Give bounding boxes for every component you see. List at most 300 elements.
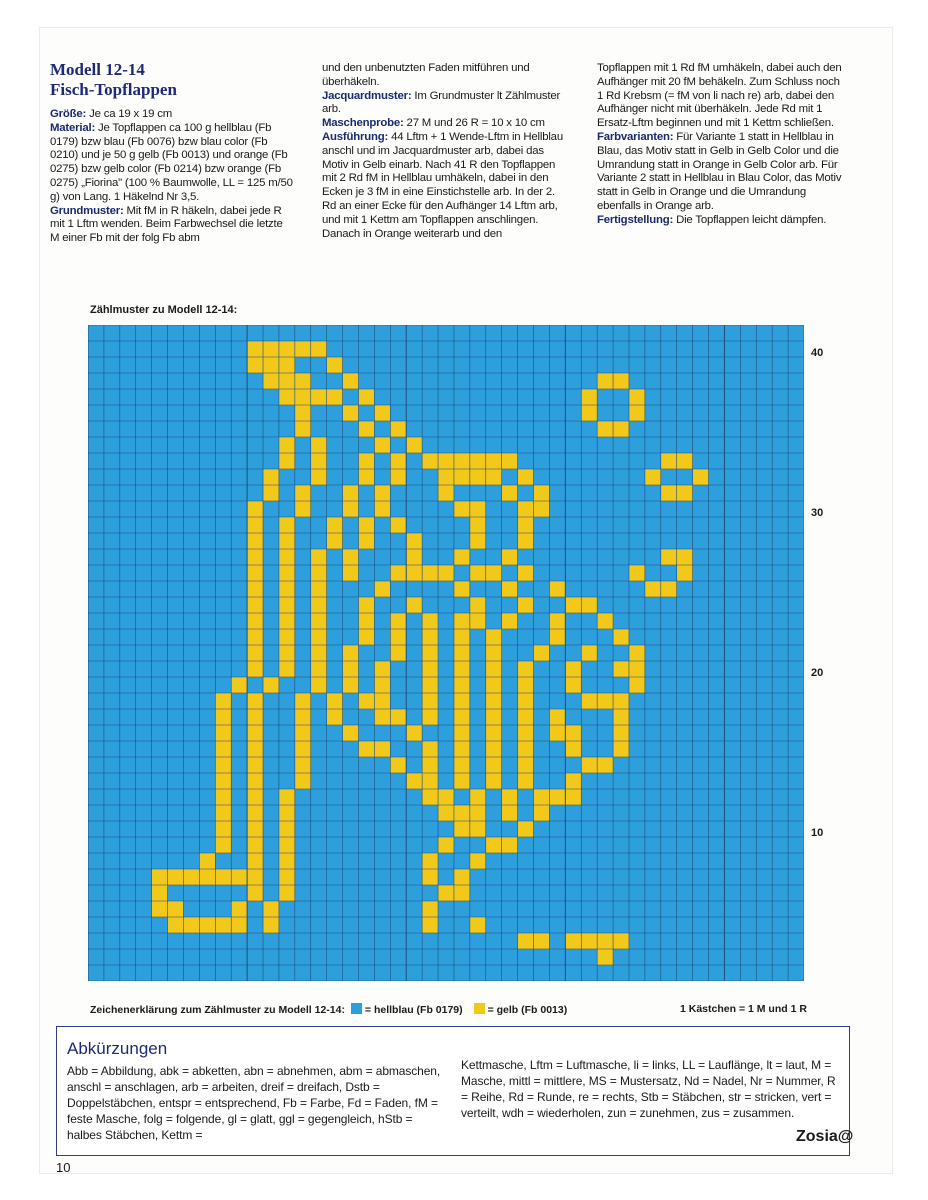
motif-cell — [534, 789, 550, 805]
paragraph-text: Für Variante 1 statt in Hellblau in Blau, das Motiv statt in Gelb in Gelb Color und die Umrandung statt in Orange in Gelb Color arb. Für Variante 2 statt in Hellblau in Blau Color, das Motiv statt in Gelb in Orange und die Umrandung ebenfalls in Orange arb. — [597, 130, 842, 212]
motif-cell — [311, 677, 327, 693]
motif-cell — [343, 373, 359, 389]
motif-cell — [518, 661, 534, 677]
motif-cell — [454, 805, 470, 821]
motif-cell — [454, 469, 470, 485]
motif-cell — [183, 869, 199, 885]
motif-cell — [454, 549, 470, 565]
motif-cell — [470, 517, 486, 533]
motif-cell — [390, 709, 406, 725]
motif-cell — [279, 565, 295, 581]
motif-cell — [279, 581, 295, 597]
motif-cell — [327, 709, 343, 725]
motif-cell — [390, 565, 406, 581]
motif-cell — [613, 693, 629, 709]
motif-cell — [390, 613, 406, 629]
motif-cell — [295, 405, 311, 421]
motif-cell — [661, 581, 677, 597]
motif-cell — [279, 437, 295, 453]
motif-cell — [247, 885, 263, 901]
paragraph-label: Maschenprobe: — [322, 117, 404, 130]
motif-cell — [486, 453, 502, 469]
motif-cell — [374, 741, 390, 757]
paragraph-text: 44 Lftm + 1 Wende-Lftm in Hellblau anschl und im Jacquardmuster arb, dabei das Motiv in Gelb einarb. Nach 41 R den Topflappen mit 2 Rd fM in Hellblau umhäkeln, dabei in den Ecken je 3 fM in eine Einstichstelle arb. In der 2. Rd an einer Ecke für den Aufhänger 14 Lftm arb, und mit 1 Kettm am Topflappen anschlingen. — [322, 130, 563, 226]
motif-cell — [629, 645, 645, 661]
motif-cell — [629, 389, 645, 405]
abbreviations-right: Kettmasche, Lftm = Luftmasche, li = links, LL = Lauflänge, lt = laut, M = Masche, mittl = mittlere, MS = Mustersatz, Nd = Nadel, Nr = Nummer, R = Reihe, Rd = Runde, re = rechts, Stb = Stäbchen, str = stricken, vert = verteilt, wdh = wiederholen, zun = zunehmen, zus = zusammen. — [461, 1058, 836, 1120]
motif-cell — [247, 517, 263, 533]
motif-cell — [486, 661, 502, 677]
motif-cell — [247, 645, 263, 661]
motif-cell — [534, 501, 550, 517]
motif-cell — [152, 869, 168, 885]
motif-cell — [263, 485, 279, 501]
paragraph-label: Grundmuster: — [50, 204, 124, 217]
motif-cell — [486, 693, 502, 709]
motif-cell — [518, 597, 534, 613]
legend-prefix: Zeichenerklärung zum Zählmuster zu Modell 12-14: — [90, 1004, 345, 1016]
motif-cell — [613, 373, 629, 389]
motif-cell — [438, 469, 454, 485]
motif-cell — [343, 501, 359, 517]
motif-cell — [247, 853, 263, 869]
motif-cell — [454, 821, 470, 837]
motif-cell — [390, 757, 406, 773]
motif-cell — [454, 629, 470, 645]
paragraph-label: Größe: — [50, 108, 87, 120]
motif-cell — [168, 901, 184, 917]
motif-cell — [518, 469, 534, 485]
motif-cell — [374, 581, 390, 597]
motif-cell — [597, 933, 613, 949]
motif-cell — [311, 437, 327, 453]
motif-cell — [215, 757, 231, 773]
motif-cell — [247, 821, 263, 837]
motif-cell — [263, 357, 279, 373]
motif-cell — [454, 693, 470, 709]
motif-cell — [327, 693, 343, 709]
motif-cell — [486, 469, 502, 485]
motif-cell — [343, 549, 359, 565]
motif-cell — [295, 773, 311, 789]
paragraph-text: Die Topflappen leicht dämpfen. — [673, 213, 827, 226]
motif-cell — [454, 453, 470, 469]
motif-cell — [311, 597, 327, 613]
motif-cell — [454, 725, 470, 741]
motif-cell — [549, 789, 565, 805]
motif-cell — [279, 517, 295, 533]
motif-cell — [518, 693, 534, 709]
motif-cell — [358, 469, 374, 485]
motif-cell — [152, 901, 168, 917]
motif-cell — [438, 837, 454, 853]
motif-cell — [629, 661, 645, 677]
motif-cell — [534, 933, 550, 949]
motif-cell — [645, 581, 661, 597]
col3-paragraph — [597, 214, 847, 228]
motif-cell — [215, 917, 231, 933]
paragraph-text: 27 M und 26 R = 10 x 10 cm — [403, 117, 545, 130]
motif-cell — [486, 741, 502, 757]
motif-cell — [311, 629, 327, 645]
motif-cell — [518, 741, 534, 757]
col3-paragraph — [597, 62, 847, 131]
motif-cell — [518, 757, 534, 773]
paragraph-text: Topflappen mit 1 Rd fM umhäkeln, dabei auch den Aufhänger mit 20 fM behäkeln. Zum Schluss noch 1 Rd Krebsm (= fM von li nach re) arb, dabei den Aufhänger nicht mit überhäkeln. Jede Rd mit 1 Ersatz-Lftm beginnen und mit 1 Kettm schließen. — [597, 62, 842, 130]
motif-cell — [454, 661, 470, 677]
motif-cell — [279, 885, 295, 901]
motif-cell — [358, 613, 374, 629]
motif-cell — [406, 597, 422, 613]
motif-cell — [661, 485, 677, 501]
motif-cell — [486, 837, 502, 853]
motif-cell — [502, 581, 518, 597]
motif-cell — [502, 453, 518, 469]
motif-cell — [215, 869, 231, 885]
counting-chart — [88, 325, 804, 981]
motif-cell — [549, 613, 565, 629]
motif-cell — [677, 485, 693, 501]
motif-cell — [613, 933, 629, 949]
motif-cell — [438, 805, 454, 821]
motif-cell — [581, 645, 597, 661]
motif-cell — [470, 805, 486, 821]
motif-cell — [390, 517, 406, 533]
motif-cell — [311, 661, 327, 677]
motif-cell — [390, 629, 406, 645]
motif-cell — [422, 709, 438, 725]
motif-cell — [263, 373, 279, 389]
motif-cell — [422, 869, 438, 885]
motif-cell — [279, 789, 295, 805]
paragraph-label: Jacquardmuster: — [322, 89, 412, 102]
motif-cell — [629, 677, 645, 693]
motif-cell — [470, 789, 486, 805]
motif-cell — [549, 725, 565, 741]
motif-cell — [215, 773, 231, 789]
motif-cell — [422, 773, 438, 789]
col3-paragraph — [597, 131, 847, 214]
col1-paragraph — [50, 122, 294, 205]
motif-cell — [279, 597, 295, 613]
motif-cell — [327, 533, 343, 549]
motif-cell — [358, 533, 374, 549]
motif-cell — [279, 533, 295, 549]
motif-cell — [470, 453, 486, 469]
motif-cell — [454, 645, 470, 661]
motif-cell — [438, 453, 454, 469]
motif-cell — [263, 341, 279, 357]
motif-cell — [518, 677, 534, 693]
motif-cell — [406, 725, 422, 741]
paragraph-text: Danach in Orange weiterarb und den — [322, 227, 502, 240]
motif-cell — [279, 357, 295, 373]
motif-cell — [486, 629, 502, 645]
motif-cell — [486, 677, 502, 693]
motif-cell — [486, 645, 502, 661]
motif-cell — [343, 661, 359, 677]
motif-cell — [263, 901, 279, 917]
motif-cell — [295, 725, 311, 741]
motif-cell — [693, 469, 709, 485]
legend-blue-label: = hellblau (Fb 0179) — [364, 1004, 463, 1016]
motif-cell — [215, 821, 231, 837]
motif-cell — [279, 821, 295, 837]
motif-cell — [470, 565, 486, 581]
motif-cell — [502, 789, 518, 805]
motif-cell — [247, 725, 263, 741]
motif-cell — [518, 565, 534, 581]
motif-cell — [327, 389, 343, 405]
motif-cell — [518, 725, 534, 741]
motif-cell — [422, 565, 438, 581]
motif-cell — [343, 645, 359, 661]
motif-cell — [422, 853, 438, 869]
motif-cell — [438, 485, 454, 501]
motif-cell — [613, 725, 629, 741]
col2-paragraph — [322, 90, 570, 118]
motif-cell — [534, 645, 550, 661]
motif-cell — [247, 613, 263, 629]
motif-cell — [565, 725, 581, 741]
motif-cell — [422, 629, 438, 645]
motif-cell — [565, 597, 581, 613]
motif-cell — [422, 901, 438, 917]
motif-cell — [343, 485, 359, 501]
motif-cell — [390, 645, 406, 661]
motif-cell — [295, 373, 311, 389]
motif-cell — [295, 421, 311, 437]
motif-cell — [613, 741, 629, 757]
motif-cell — [247, 805, 263, 821]
motif-cell — [358, 517, 374, 533]
motif-cell — [422, 917, 438, 933]
motif-cell — [311, 565, 327, 581]
motif-cell — [279, 853, 295, 869]
motif-cell — [279, 549, 295, 565]
motif-cell — [454, 757, 470, 773]
motif-cell — [518, 773, 534, 789]
motif-cell — [661, 549, 677, 565]
motif-cell — [343, 405, 359, 421]
motif-cell — [406, 533, 422, 549]
motif-cell — [247, 869, 263, 885]
motif-cell — [247, 501, 263, 517]
motif-cell — [311, 341, 327, 357]
motif-cell — [231, 677, 247, 693]
motif-cell — [390, 421, 406, 437]
motif-cell — [168, 917, 184, 933]
motif-cell — [677, 549, 693, 565]
motif-cell — [295, 741, 311, 757]
paragraph-text: Je Topflappen ca 100 g hellblau (Fb 0179) bzw blau (Fb 0076) bzw blau color (Fb 0210) und je 50 g gelb (Fb 0013) und orange (Fb 0275) bzw gelb color (Fb 0214) bzw orange (Fb 0275) „Fiorina" (100 % Baumwolle, LL = 125 m/50 g) von Lang. 1 Häkelnd Nr 3,5. — [50, 121, 293, 203]
motif-cell — [358, 389, 374, 405]
motif-cell — [358, 693, 374, 709]
motif-cell — [549, 629, 565, 645]
motif-cell — [454, 501, 470, 517]
motif-cell — [311, 453, 327, 469]
motif-cell — [295, 341, 311, 357]
motif-cell — [470, 613, 486, 629]
motif-cell — [597, 949, 613, 965]
motif-cell — [199, 917, 215, 933]
motif-cell — [374, 677, 390, 693]
motif-cell — [199, 869, 215, 885]
motif-cell — [327, 517, 343, 533]
instructions-column-3 — [597, 62, 847, 228]
motif-cell — [311, 549, 327, 565]
motif-cell — [661, 453, 677, 469]
motif-cell — [518, 709, 534, 725]
motif-cell — [279, 869, 295, 885]
motif-cell — [247, 661, 263, 677]
motif-cell — [454, 581, 470, 597]
row-label-30: 30 — [811, 507, 824, 519]
paragraph-label: Material: — [50, 121, 96, 134]
row-label-10: 10 — [811, 827, 824, 839]
motif-cell — [247, 597, 263, 613]
paragraph-label: Farbvarianten: — [597, 130, 674, 143]
paragraph-label: Ausführung: — [322, 130, 389, 143]
motif-cell — [502, 485, 518, 501]
motif-cell — [422, 789, 438, 805]
motif-cell — [247, 581, 263, 597]
col2-paragraph — [322, 117, 570, 131]
motif-cell — [374, 405, 390, 421]
motif-cell — [215, 693, 231, 709]
motif-cell — [470, 533, 486, 549]
motif-cell — [518, 501, 534, 517]
motif-cell — [677, 565, 693, 581]
motif-cell — [215, 709, 231, 725]
motif-cell — [183, 917, 199, 933]
motif-cell — [422, 741, 438, 757]
motif-cell — [486, 565, 502, 581]
abbreviations-left: Abb = Abbildung, abk = abketten, abn = abnehmen, abm = abmaschen, anschl = anschlagen, arb = arbeiten, dreif = dreifach, Dstb = Doppelstäbchen, entspr = entsprechend, Fb = Farbe, Fd = Faden, fM = feste Masche, folg = folgende, gl = glatt, ggl = gegengleich, hStb = halbes Stäbchen, Kettm = — [67, 1064, 441, 1142]
motif-cell — [279, 453, 295, 469]
motif-cell — [247, 357, 263, 373]
motif-cell — [247, 629, 263, 645]
motif-cell — [549, 581, 565, 597]
motif-cell — [438, 789, 454, 805]
motif-cell — [247, 549, 263, 565]
col2-paragraph — [322, 228, 570, 242]
motif-cell — [215, 805, 231, 821]
motif-cell — [247, 789, 263, 805]
motif-cell — [247, 709, 263, 725]
motif-cell — [454, 741, 470, 757]
motif-cell — [279, 661, 295, 677]
motif-cell — [374, 437, 390, 453]
motif-cell — [597, 373, 613, 389]
motif-cell — [311, 469, 327, 485]
instructions-column-1 — [50, 108, 294, 246]
motif-cell — [247, 533, 263, 549]
motif-cell — [486, 709, 502, 725]
motif-cell — [470, 501, 486, 517]
motif-cell — [613, 661, 629, 677]
paragraph-text: Mit fM in R häkeln, dabei jede R mit 1 Lftm wenden. Beim Farbwechsel die letzte M einer Fb mit der folg Fb abm — [50, 204, 283, 245]
motif-cell — [279, 805, 295, 821]
motif-cell — [422, 613, 438, 629]
motif-cell — [406, 773, 422, 789]
motif-cell — [247, 741, 263, 757]
motif-cell — [358, 741, 374, 757]
motif-cell — [215, 837, 231, 853]
motif-cell — [502, 549, 518, 565]
abbreviations-box — [56, 1026, 850, 1156]
motif-cell — [629, 405, 645, 421]
motif-cell — [390, 469, 406, 485]
motif-cell — [581, 389, 597, 405]
model-number: Modell 12-14 — [50, 60, 145, 79]
motif-cell — [613, 629, 629, 645]
motif-cell — [422, 661, 438, 677]
motif-cell — [534, 805, 550, 821]
motif-cell — [565, 677, 581, 693]
motif-cell — [422, 453, 438, 469]
chart-title: Zählmuster zu Modell 12-14: — [90, 304, 238, 316]
motif-cell — [358, 629, 374, 645]
motif-cell — [358, 453, 374, 469]
motif-cell — [247, 565, 263, 581]
motif-cell — [486, 725, 502, 741]
motif-cell — [581, 693, 597, 709]
motif-cell — [422, 757, 438, 773]
motif-cell — [279, 613, 295, 629]
motif-cell — [247, 757, 263, 773]
chart-legend — [90, 1003, 567, 1016]
motif-cell — [311, 613, 327, 629]
motif-cell — [327, 357, 343, 373]
motif-cell — [486, 757, 502, 773]
motif-cell — [438, 565, 454, 581]
motif-cell — [279, 629, 295, 645]
motif-cell — [454, 869, 470, 885]
paragraph-label: Fertigstellung: — [597, 213, 674, 226]
motif-cell — [279, 341, 295, 357]
model-title — [50, 60, 177, 100]
motif-cell — [518, 821, 534, 837]
motif-cell — [581, 597, 597, 613]
motif-cell — [502, 613, 518, 629]
legend-yellow-label: = gelb (Fb 0013) — [487, 1004, 568, 1016]
motif-cell — [549, 709, 565, 725]
motif-cell — [247, 773, 263, 789]
motif-cell — [470, 917, 486, 933]
motif-cell — [279, 389, 295, 405]
motif-cell — [199, 853, 215, 869]
motif-cell — [502, 805, 518, 821]
motif-cell — [374, 501, 390, 517]
legend-blue-swatch — [351, 1003, 362, 1014]
col1-paragraph — [50, 108, 294, 122]
row-label-20: 20 — [811, 667, 824, 679]
motif-cell — [518, 517, 534, 533]
motif-cell — [152, 885, 168, 901]
motif-cell — [295, 389, 311, 405]
motif-cell — [168, 869, 184, 885]
motif-cell — [581, 405, 597, 421]
motif-cell — [295, 501, 311, 517]
motif-cell — [613, 709, 629, 725]
motif-cell — [247, 341, 263, 357]
motif-cell — [565, 741, 581, 757]
motif-cell — [279, 373, 295, 389]
motif-cell — [374, 693, 390, 709]
motif-cell — [565, 933, 581, 949]
motif-cell — [597, 757, 613, 773]
